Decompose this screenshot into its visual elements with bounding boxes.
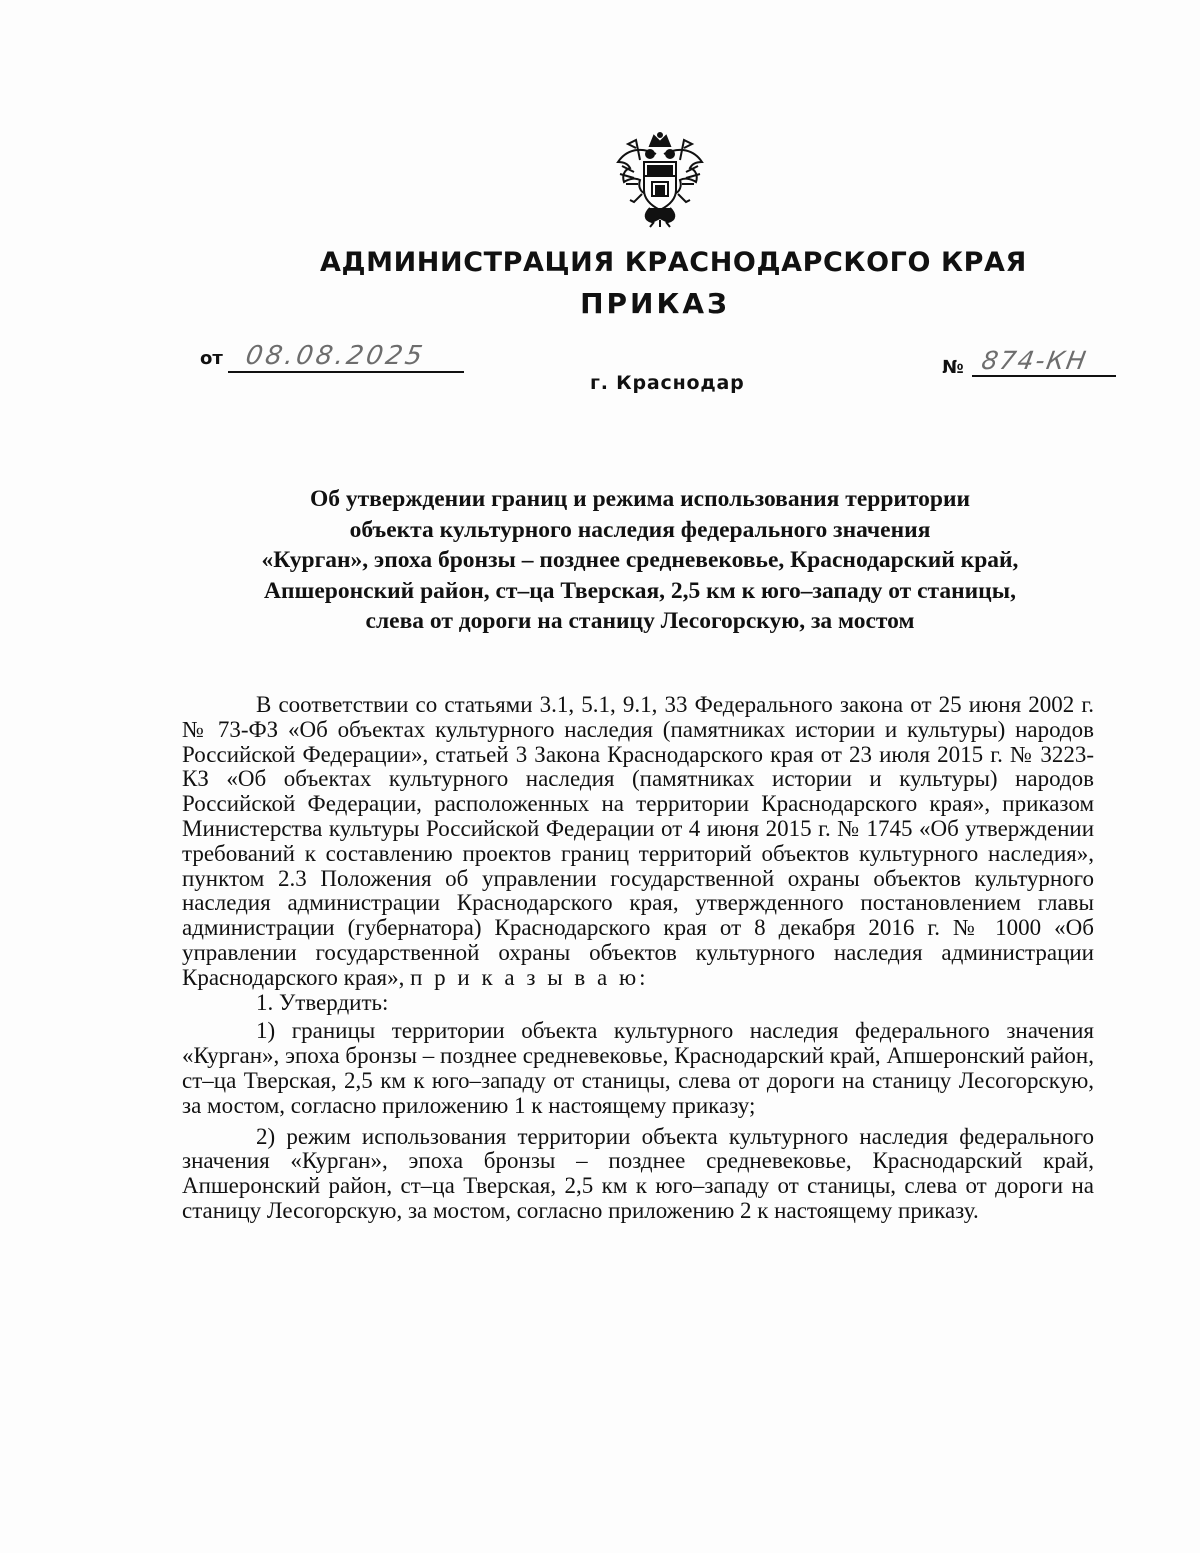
order-word: п р и к а з ы в а ю: xyxy=(410,964,649,990)
number-value: 874-КН xyxy=(979,346,1090,375)
title-line: слева от дороги на станицу Лесогорскую, за мостом xyxy=(365,608,915,634)
number-field xyxy=(972,347,1116,377)
date-field xyxy=(228,343,464,373)
title-line: «Курган», эпоха бронзы – позднее средневековье, Краснодарский край, xyxy=(261,547,1019,573)
document-type: ПРИКАЗ xyxy=(580,287,730,320)
item-1: 1. Утвердить: xyxy=(256,989,389,1015)
number-label: № xyxy=(942,357,964,378)
title-line: объекта культурного наследия федерального значения xyxy=(349,516,931,543)
date-value: 08.08.2025 xyxy=(243,341,428,371)
organization-title: АДМИНИСТРАЦИЯ КРАСНОДАРСКОГО КРАЯ xyxy=(320,247,1027,278)
coat-of-arms-icon xyxy=(610,132,710,228)
title-line: Об утверждении границ и режима использования территории xyxy=(309,486,971,512)
preamble-paragraph xyxy=(182,693,1094,991)
document-body xyxy=(182,693,1094,1224)
title-line: Апшеронский район, ст–ца Тверская, 2,5 км к юго–западу от станицы, xyxy=(264,577,1016,604)
subitem-1: 1) границы территории объекта культурного наследия федерального значения «Курган», эпоха бронзы – позднее средневековье, Краснодарский край, Апшеронский район, ст–ца Тверская, 2,5 км к юго–западу от станицы, слева от дороги на станицу Лесогорскую, за мостом, согласно приложению 1 к настоящему приказу; xyxy=(182,1018,1094,1118)
document-title xyxy=(170,484,1110,637)
preamble-text: В соответствии со статьями 3.1, 5.1, 9.1, 33 Федерального закона от 25 июня 2002 г. № 73-ФЗ «Об объектах культурного наследия (памятниках истории и культуры) народов Российской Федерации», статьей 3 Закона Краснодарского края от 23 июля 2015 г. № 3223-КЗ «Об объектах культурного наследия (памятниках истории и культуры) народов Российской Федерации, расположенных на территории Краснодарского края», приказом Министерства культуры Российской Федерации от 4 июня 2015 г. № 1745 «Об утверждении требований к составлению проектов границ территорий объектов культурного наследия», пунктом 2.3 Положения об управлении государственной охраны объектов культурного наследия администрации Краснодарского края, утвержденного постановлением главы администрации (губернатора) Краснодарского края от 8 декабря 2016 г. № 1000 «Об управлении государственной охраны объектов культурного наследия администрации Краснодарского края», xyxy=(182,692,1094,990)
city: г. Краснодар xyxy=(590,372,745,394)
date-label: от xyxy=(200,348,223,369)
subitem-2: 2) режим использования территории объекта культурного наследия федерального значения «Курган», эпоха бронзы – позднее средневековье, Краснодарский край, Апшеронский район, ст–ца Тверская, 2,5 км к юго–западу от станицы, слева от дороги на станицу Лесогорскую, за мостом, согласно приложению 2 к настоящему приказу. xyxy=(182,1123,1094,1223)
